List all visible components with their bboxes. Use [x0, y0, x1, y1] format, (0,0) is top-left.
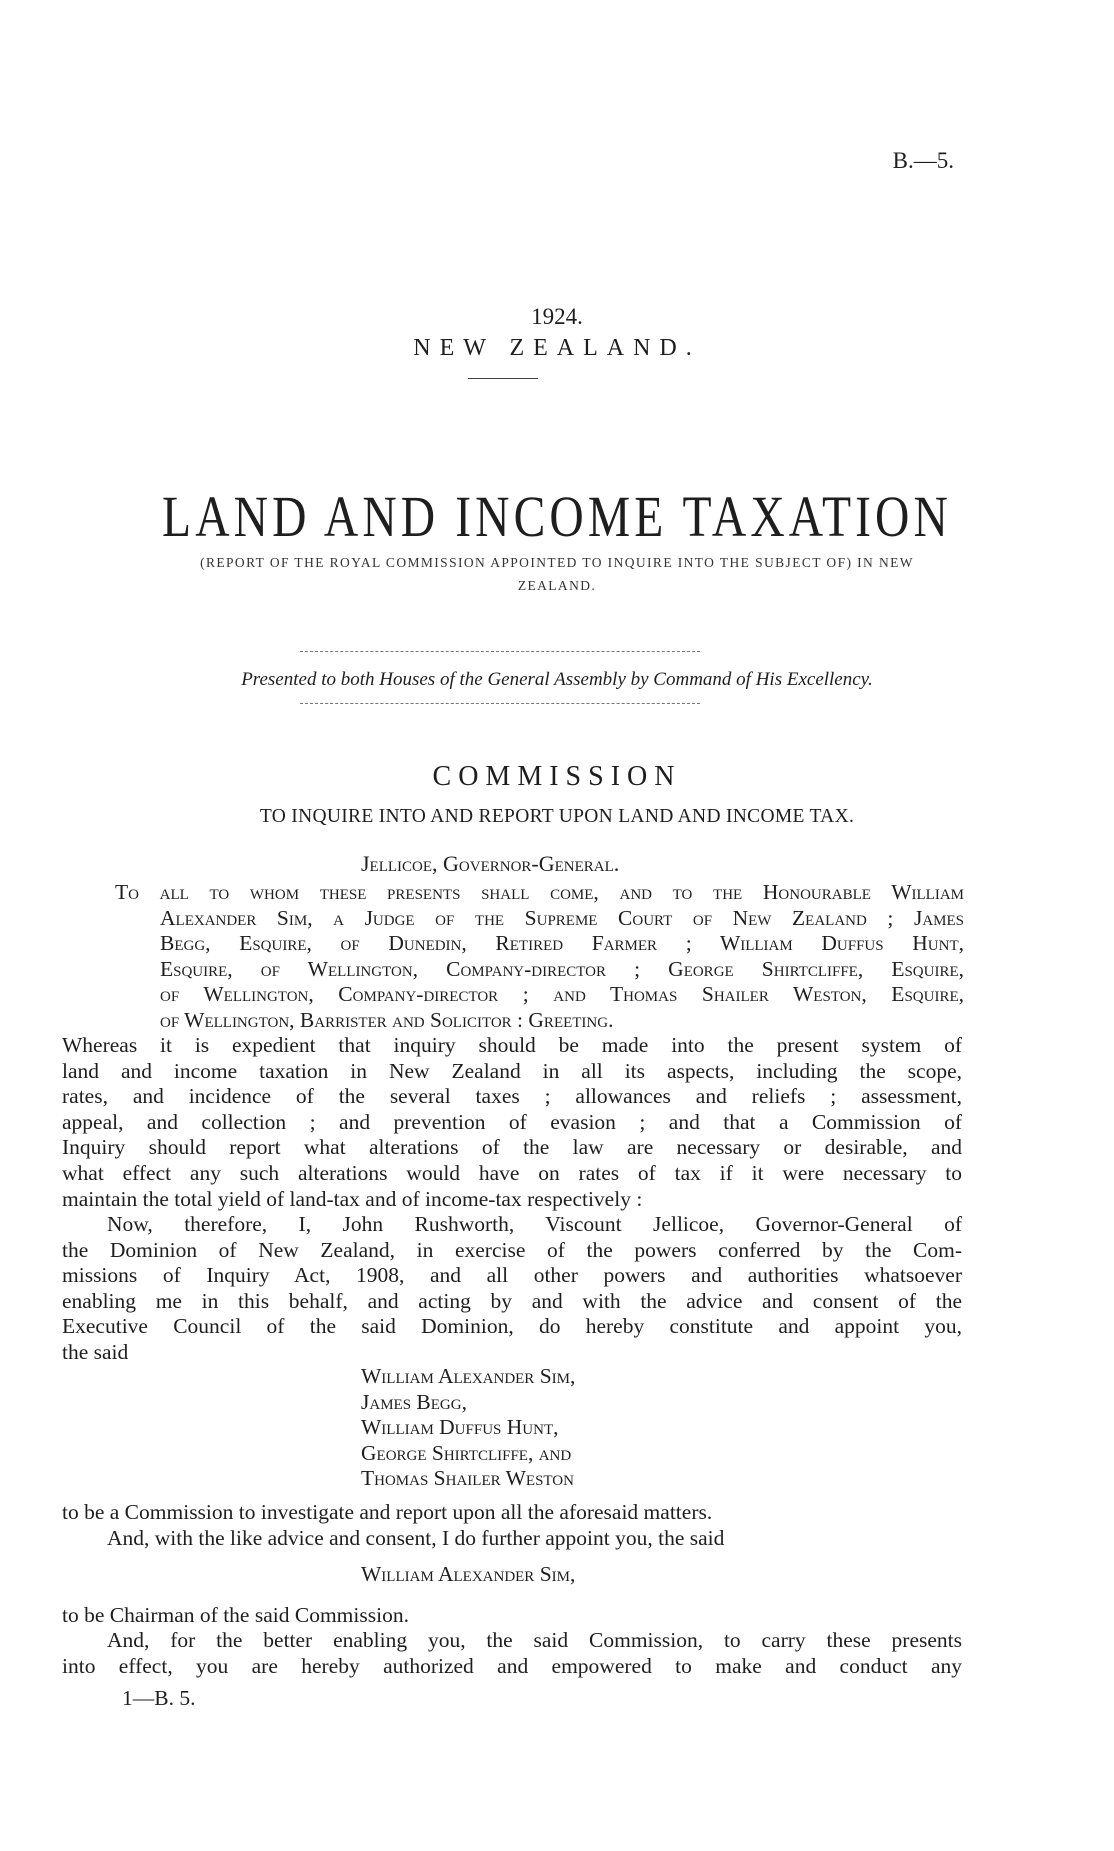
commissioner-name: George Shirtcliffe, and	[361, 1440, 572, 1465]
now-line: Executive Council of the said Dominion, do hereby constitute and appoint you,	[62, 1314, 962, 1339]
signatory: Jellicoe, Governor-General.	[361, 851, 620, 876]
document-title: LAND AND INCOME TAXATION	[162, 484, 952, 549]
subtitle-line-2: ZEALAND.	[517, 578, 597, 593]
address-line: Alexander Sim, a Judge of the Supreme Court of New Zealand ; James	[160, 905, 964, 930]
commissioner-names	[361, 1364, 575, 1492]
now-therefore-paragraph	[62, 1212, 962, 1366]
whereas-line: appeal, and collection ; and prevention of evasion ; and that a Commission of	[62, 1109, 962, 1134]
whereas-line: Whereas it is expedient that inquiry should be made into the present system of	[62, 1033, 962, 1057]
whereas-line: rates, and incidence of the several taxes ; allowances and reliefs ; assessment,	[62, 1084, 962, 1109]
to-be-commission: to be a Commission to investigate and report upon all the aforesaid matters.	[62, 1500, 713, 1524]
commissioner-name: William Duffus Hunt,	[361, 1415, 559, 1440]
now-line: the Dominion of New Zealand, in exercise of the powers conferred by the Com-	[62, 1237, 962, 1262]
to-be-chairman: to be Chairman of the said Commission.	[62, 1603, 409, 1627]
commission-heading: COMMISSION	[432, 761, 682, 792]
presented-statement: Presented to both Houses of the General Assembly by Command of His Excellency.	[241, 669, 873, 690]
whereas-line: Inquiry should report what alterations of the law are necessary or desirable, and	[62, 1135, 962, 1160]
whereas-line: what effect any such alterations would have on rates of tax if it were necessary to	[62, 1160, 962, 1185]
signature-mark: 1—B. 5.	[122, 1686, 196, 1710]
page-reference: B.—5.	[892, 148, 954, 173]
commissioner-name: Thomas Shailer Weston	[361, 1466, 574, 1491]
enabling-line: into effect, you are hereby authorized and empowered to make and conduct any	[62, 1653, 962, 1678]
now-line: missions of Inquiry Act, 1908, and all other powers and authorities whatsoever	[62, 1263, 962, 1288]
now-line: Now, therefore, I, John Rushworth, Viscount Jellicoe, Governor-General of	[107, 1212, 962, 1236]
address-line: of Wellington, Barrister and Solicitor : Greeting.	[160, 1007, 614, 1032]
whereas-paragraph	[62, 1033, 962, 1212]
commission-subheading: TO INQUIRE INTO AND REPORT UPON LAND AND INCOME TAX.	[259, 806, 855, 827]
whereas-line: land and income taxation in New Zealand in all its aspects, including the scope,	[62, 1058, 962, 1083]
address-paragraph	[115, 880, 964, 1034]
enabling-line: And, for the better enabling you, the said Commission, to carry these presents	[107, 1628, 962, 1652]
and-with-advice: And, with the like advice and consent, I do further appoint you, the said	[107, 1526, 725, 1550]
address-line: of Wellington, Company-director ; and Thomas Shailer Weston, Esquire,	[160, 982, 964, 1007]
address-line: To all to whom these presents shall come, and to the Honourable William	[115, 880, 964, 904]
enabling-paragraph	[62, 1628, 962, 1679]
now-line: the said	[62, 1339, 129, 1364]
divider-top	[300, 651, 700, 652]
whereas-line: maintain the total yield of land-tax and of income-tax respectively :	[62, 1186, 643, 1211]
address-line: Begg, Esquire, of Dunedin, Retired Farmer ; William Duffus Hunt,	[160, 931, 964, 956]
address-line: Esquire, of Wellington, Company-director ; George Shirtcliffe, Esquire,	[160, 956, 964, 981]
commissioner-name: William Alexander Sim,	[361, 1364, 576, 1388]
divider-bottom	[300, 703, 700, 704]
short-rule	[468, 378, 538, 379]
year: 1924.	[531, 304, 583, 329]
now-line: enabling me in this behalf, and acting by and with the advice and consent of the	[62, 1288, 962, 1313]
commissioner-name: James Begg,	[361, 1389, 467, 1414]
subtitle-line-1: (REPORT OF THE ROYAL COMMISSION APPOINTED TO INQUIRE INTO THE SUBJECT OF) IN NEW	[200, 555, 914, 570]
country-heading: NEW ZEALAND.	[413, 335, 701, 361]
chairman-name: William Alexander Sim,	[361, 1562, 576, 1586]
